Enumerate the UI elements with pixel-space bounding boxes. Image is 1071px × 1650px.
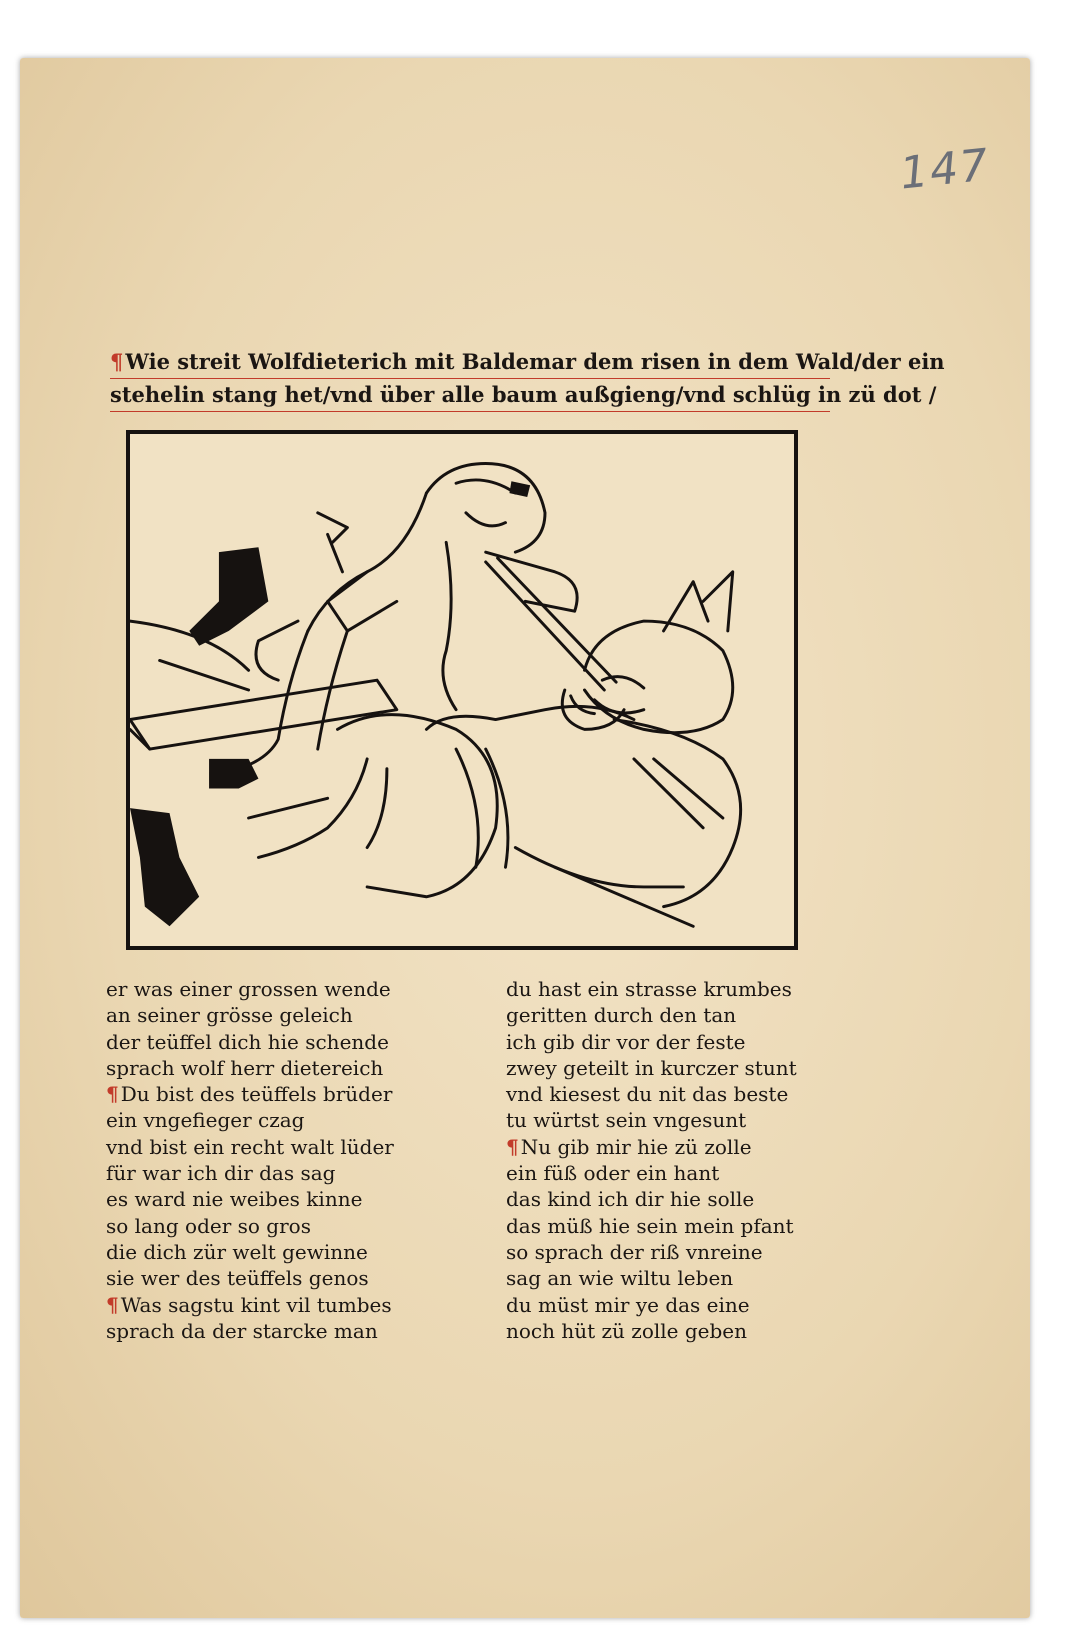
right-verse-column — [506, 976, 846, 1344]
verse-line: sprach da der starcke man — [106, 1318, 378, 1343]
verse-line-rubricated: ¶ Nu gib mir hie zü zolle — [506, 1134, 752, 1159]
verse-line: sie wer des teüffels genos — [106, 1266, 369, 1291]
woodcut-illustration-icon — [130, 434, 794, 946]
verse-line: so sprach der riß vnreine — [506, 1239, 763, 1264]
verse-line-rubricated: ¶ Was sagstu kint vil tumbes — [106, 1292, 392, 1317]
book-page — [20, 58, 1030, 1618]
chapter-heading — [110, 346, 945, 412]
verse-line: geritten durch den tan — [506, 1003, 737, 1028]
verse-line: es ward nie weibes kinne — [106, 1187, 363, 1212]
verse-line: er was einer grossen wende — [106, 977, 391, 1001]
verse-line: ich gib dir vor der feste — [506, 1029, 746, 1054]
verse-line: der teüffel dich hie schende — [106, 1029, 389, 1054]
pilcrow-icon: ¶ — [106, 1082, 119, 1107]
verse-line: noch hüt zü zolle geben — [506, 1318, 748, 1343]
woodcut-illustration — [126, 430, 798, 950]
verse-line: vnd kiesest du nit das beste — [506, 1082, 789, 1107]
pilcrow-icon: ¶ — [506, 1134, 519, 1159]
heading-line-2: stehelin stang het/vnd über alle baum außgieng/vnd schlüg in zü dot / — [110, 379, 830, 412]
verse-line: zwey geteilt in kurczer stunt — [506, 1055, 797, 1080]
left-verse-column — [106, 976, 446, 1344]
verse-line: tu würtst sein vngesunt — [506, 1108, 747, 1133]
verse-line: das kind ich dir hie solle — [506, 1187, 755, 1212]
verse-line: so lang oder so gros — [106, 1213, 311, 1238]
verse-line: du hast ein strasse krumbes — [506, 977, 792, 1001]
heading-line-1: ¶Wie streit Wolfdieterich mit Baldemar dem risen in dem Wald/der ein — [110, 346, 830, 379]
folio-number: 147 — [897, 139, 993, 200]
verse-line-rubricated: ¶ Du bist des teüffels brüder — [106, 1082, 393, 1107]
verse-line: ein vngefieger czag — [106, 1108, 305, 1133]
verse-line: vnd bist ein recht walt lüder — [106, 1134, 394, 1159]
verse-line: die dich zür welt gewinne — [106, 1239, 368, 1264]
verse-line: für war ich dir das sag — [106, 1161, 336, 1186]
pilcrow-icon: ¶ — [110, 349, 124, 374]
verse-line: du müst mir ye das eine — [506, 1292, 750, 1317]
verse-line: an seiner grösse geleich — [106, 1003, 353, 1028]
pilcrow-icon: ¶ — [106, 1292, 119, 1317]
verse-line: sag an wie wiltu leben — [506, 1266, 734, 1291]
verse-line: sprach wolf herr dietereich — [106, 1055, 384, 1080]
verse-line: ein füß oder ein hant — [506, 1161, 720, 1186]
verse-line: das müß hie sein mein pfant — [506, 1213, 794, 1238]
